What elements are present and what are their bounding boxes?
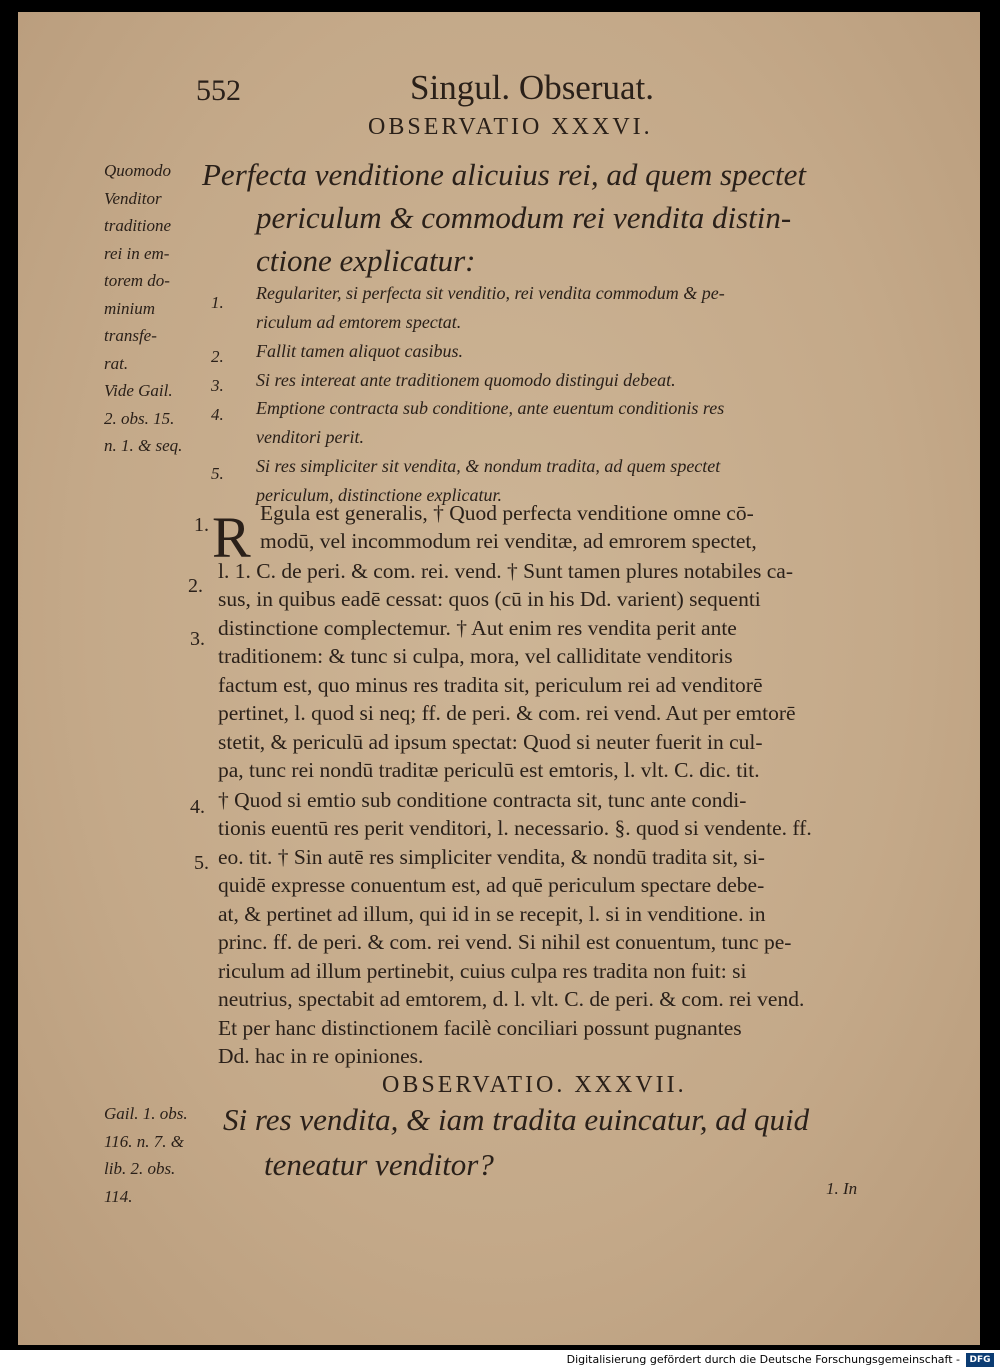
summary-number: 1. <box>211 293 224 312</box>
summary-line: riculum ad emtorem spectat. <box>256 312 462 332</box>
body-line: neutrius, spectabit ad emtorem, d. l. vlt. C. de peri. & com. rei vend. <box>218 987 805 1011</box>
body-marginal-number: 5. <box>194 852 209 874</box>
observation-36-title-line: ctione explicatur: <box>256 243 476 278</box>
margin-note-line: Venditor <box>104 188 162 208</box>
footer-bar <box>0 1350 1000 1372</box>
footer-credit: Digitalisierung gefördert durch die Deutsche Forschungsgemeinschaft - <box>566 1353 960 1366</box>
margin-note-line: 114. <box>104 1186 133 1206</box>
drop-cap: R <box>212 505 251 570</box>
summary-number: 4. <box>211 405 224 424</box>
body-line: tionis euentū res perit venditori, l. necessario. §. quod si vendente. ff. <box>218 816 812 840</box>
margin-note-line: rat. <box>104 353 129 373</box>
observation-36-title-line: periculum & commodum rei vendita distin- <box>256 200 792 235</box>
observation-37-title-line: Si res vendita, & iam tradita euincatur, ad quid <box>223 1102 810 1137</box>
book-page <box>18 12 980 1345</box>
catchword: 1. In <box>826 1179 858 1198</box>
body-line: stetit, & periculū ad ipsum spectat: Quod si neuter fuerit in cul- <box>218 730 763 754</box>
summary-line: periculum, distinctione explicatur. <box>256 485 502 505</box>
body-line: princ. ff. de peri. & com. rei vend. Si nihil est conuentum, tunc pe- <box>218 930 792 954</box>
margin-note-line: Quomodo <box>104 161 172 180</box>
margin-note-37 <box>104 1100 188 1210</box>
observation-36-title-line: Perfecta venditione alicuius rei, ad quem spectet <box>202 157 807 192</box>
body-line: eo. tit. † Sin autē res simpliciter vendita, & nondū tradita sit, si- <box>218 845 765 869</box>
body-line: traditionem: & tunc si culpa, mora, vel calliditate venditoris <box>218 644 733 668</box>
body-line: quidē expresse conuentum est, ad quē periculum spectare debe- <box>218 873 765 897</box>
summary-number: 2. <box>211 347 224 366</box>
margin-note-line: rei in em- <box>104 243 170 263</box>
summary-line: Si res simpliciter sit vendita, & nondum tradita, ad quem spectet <box>256 456 721 476</box>
margin-note-36 <box>104 157 182 460</box>
body-line: pa, tunc rei nondū traditæ periculū est emtoris, l. vlt. C. dic. tit. <box>218 758 760 782</box>
body-line: Et per hanc distinctionem facilè conciliari possunt pugnantes <box>218 1016 742 1040</box>
summary-line: Fallit tamen aliquot casibus. <box>256 341 463 361</box>
body-line: Dd. hac in re opiniones. <box>218 1044 424 1068</box>
dfg-logo-icon: DFG <box>966 1353 994 1367</box>
body-marginal-number: 3. <box>190 628 205 650</box>
margin-note-line: torem do- <box>104 271 170 290</box>
body-line: distinctione complectemur. † Aut enim res vendita perit ante <box>218 616 737 640</box>
summary-line: Si res intereat ante traditionem quomodo distingui debeat. <box>256 370 676 390</box>
margin-note-line: lib. 2. obs. <box>104 1159 176 1178</box>
body-line: pertinet, l. quod si neq; ff. de peri. & com. rei vend. Aut per emtorē <box>218 701 796 725</box>
body-marginal-number: 4. <box>190 796 205 818</box>
body-line: at, & pertinet ad illum, qui id in se recepit, l. si in venditione. in <box>218 902 766 926</box>
summary-line: Emptione contracta sub conditione, ante euentum conditionis res <box>256 398 725 418</box>
margin-note-line: Vide Gail. <box>104 381 173 400</box>
body-marginal-number: 2. <box>188 575 203 597</box>
body-marginal-number: 1. <box>194 514 209 536</box>
body-line: l. 1. C. de peri. & com. rei. vend. † Sunt tamen plures notabiles ca- <box>218 559 793 583</box>
margin-note-line: n. 1. & seq. <box>104 436 183 455</box>
margin-note-line: traditione <box>104 216 172 235</box>
margin-note-line: minium <box>104 298 155 318</box>
summary-line: venditori perit. <box>256 427 364 447</box>
observation-36-heading: OBSERVATIO XXXVI. <box>368 114 653 140</box>
page-number: 552 <box>196 74 241 107</box>
margin-note-line: transfe- <box>104 326 157 345</box>
observation-37-heading: OBSERVATIO. XXXVII. <box>382 1072 687 1098</box>
body-line: † Quod si emtio sub conditione contracta sit, tunc ante condi- <box>218 788 747 812</box>
body-line: modū, vel incommodum rei venditæ, ad emrorem spectet, <box>260 529 757 553</box>
body-line: factum est, quo minus res tradita sit, periculum rei ad venditorē <box>218 673 763 697</box>
body-line: sus, in quibus eadē cessat: quos (cū in his Dd. varient) sequenti <box>218 587 761 611</box>
margin-note-line: Gail. 1. obs. <box>104 1104 188 1123</box>
running-title: Singul. Obseruat. <box>410 68 655 107</box>
summary-number: 5. <box>211 464 224 483</box>
body-line: Egula est generalis, † Quod perfecta venditione omne cō- <box>260 501 754 525</box>
margin-note-line: 2. obs. 15. <box>104 408 175 428</box>
observation-37-title-line: teneatur venditor? <box>264 1147 494 1182</box>
margin-note-line: 116. n. 7. & <box>104 1131 184 1151</box>
summary-line: Regulariter, si perfecta sit venditio, rei vendita commodum & pe- <box>256 283 725 303</box>
summary-number: 3. <box>211 376 224 395</box>
body-line: riculum ad illum pertinebit, cuius culpa res tradita non fuit: si <box>218 959 747 983</box>
